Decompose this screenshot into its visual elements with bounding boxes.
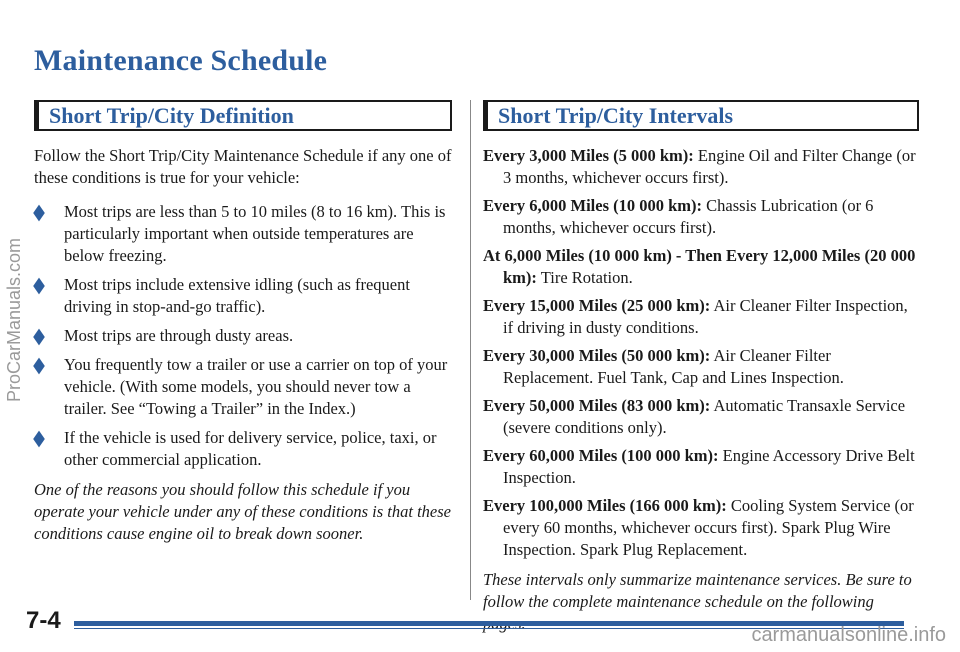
bullet-icon (33, 358, 45, 375)
interval-item: Every 3,000 Miles (5 000 km): Engine Oil and Filter Change (or 3 months, whichever occurs first). (483, 146, 916, 187)
interval-item: At 6,000 Miles (10 000 km) - Then Every 12,000 Miles (20 000 km): Tire Rotation. (483, 246, 916, 287)
right-column (483, 100, 919, 652)
interval-item: Every 6,000 Miles (10 000 km): Chassis Lubrication (or 6 months, whichever occurs first). (483, 196, 874, 237)
interval-item: Every 100,000 Miles (166 000 km): Cooling System Service (or every 60 months, whichever occurs first). Spark Plug Wire Inspection. Spark Plug Replacement. (483, 496, 914, 559)
definition-heading: Short Trip/City Definition (34, 100, 452, 131)
list-item: If the vehicle is used for delivery service, police, taxi, or other commercial application. (34, 427, 452, 471)
column-divider (470, 100, 471, 600)
bullet-icon (33, 329, 45, 346)
left-column (34, 100, 452, 562)
bullet-icon (33, 205, 45, 222)
interval-item: Every 30,000 Miles (50 000 km): Air Cleaner Filter Replacement. Fuel Tank, Cap and Lines Inspection. (483, 346, 844, 387)
definition-note: One of the reasons you should follow this schedule if you operate your vehicle under any of these conditions is that these conditions cause engine oil to break down sooner. (34, 480, 451, 543)
list-item: You frequently tow a trailer or use a carrier on top of your vehicle. (With some models, you should never tow a trailer. See “Towing a Trailer” in the Index.) (34, 354, 452, 420)
intervals-note: These intervals only summarize maintenance services. Be sure to follow the complete maintenance schedule on the following (483, 570, 912, 611)
bullet-icon (33, 431, 45, 448)
page-number: 7-4 (26, 607, 61, 634)
definition-intro: Follow the Short Trip/City Maintenance Schedule if any one of these conditions is true for your vehicle: (34, 146, 452, 187)
conditions-list (34, 201, 452, 471)
bullet-icon (33, 278, 45, 295)
list-item: Most trips are through dusty areas. (34, 325, 452, 347)
interval-item: Every 15,000 Miles (25 000 km): Air Cleaner Filter Inspection, if driving in dusty conditions. (483, 296, 908, 337)
side-watermark: ProCarManuals.com (4, 237, 24, 403)
interval-item: Every 50,000 Miles (83 000 km): Automatic Transaxle Service (severe conditions only). (483, 396, 906, 437)
interval-item: Every 60,000 Miles (100 000 km): Engine Accessory Drive Belt Inspection. (483, 446, 915, 487)
corner-watermark: carmanualsonline.info (751, 624, 946, 646)
intervals-heading: Short Trip/City Intervals (483, 100, 919, 131)
list-item: Most trips are less than 5 to 10 miles (8 to 16 km). This is particularly important when outside temperatures are below freezing. (34, 201, 452, 267)
list-item: Most trips include extensive idling (such as frequent driving in stop-and-go traffic). (34, 274, 452, 318)
page-title: Maintenance Schedule (34, 44, 328, 77)
